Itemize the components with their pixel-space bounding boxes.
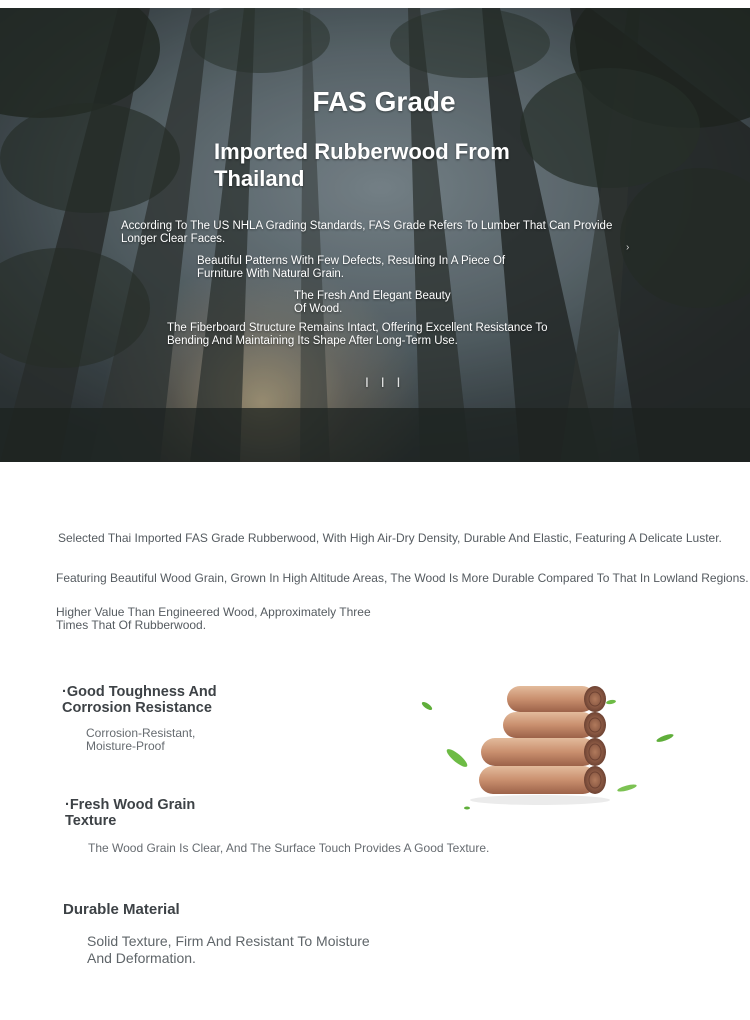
feature-title-durable: Durable Material bbox=[63, 901, 180, 918]
intro-line-grain: Featuring Beautiful Wood Grain, Grown In High Altitude Areas, The Wood Is More Durable Compared To That In Lowland Regions. bbox=[56, 571, 749, 585]
feature-desc-durable: Solid Texture, Firm And Resistant To Moisture And Deformation. bbox=[87, 933, 370, 966]
chevron-right-icon: › bbox=[626, 242, 630, 253]
hero-paragraph-patterns: Beautiful Patterns With Few Defects, Resulting In A Piece Of Furniture With Natural Grain. bbox=[197, 255, 506, 280]
wood-logs-image bbox=[415, 676, 685, 826]
hero-subtitle: Imported Rubberwood From Thailand bbox=[214, 139, 510, 191]
leaf-icon bbox=[606, 699, 617, 705]
log-top bbox=[507, 686, 606, 712]
hero-paragraph-structure: The Fiberboard Structure Remains Intact, Offering Excellent Resistance To Bending And Maintaining Its Shape After Long-Term Use. bbox=[167, 322, 548, 347]
leaf-icon bbox=[617, 783, 638, 793]
log-third bbox=[481, 738, 606, 766]
hero-paragraph-beauty: The Fresh And Elegant Beauty Of Wood. bbox=[294, 290, 451, 315]
leaf-icon bbox=[656, 733, 675, 744]
feature-title-toughness: ·Good Toughness And Corrosion Resistance bbox=[62, 684, 217, 716]
feature-title-grain: ·Fresh Wood Grain Texture bbox=[65, 797, 196, 829]
leaf-icon bbox=[464, 807, 470, 810]
intro-line-value: Higher Value Than Engineered Wood, Approximately Three Times That Of Rubberwood. bbox=[56, 605, 371, 632]
leaf-icon bbox=[444, 747, 469, 770]
hero-title: FAS Grade bbox=[312, 86, 456, 117]
log-bottom bbox=[479, 766, 606, 794]
leaf-icon bbox=[421, 701, 434, 712]
hero-paragraph-grading: According To The US NHLA Grading Standards, FAS Grade Refers To Lumber That Can Provide Longer Clear Faces. bbox=[121, 220, 613, 245]
feature-desc-toughness: Corrosion-Resistant, Moisture-Proof bbox=[86, 726, 196, 753]
scroll-indicator-icon: I I I bbox=[365, 374, 405, 390]
intro-line-density: Selected Thai Imported FAS Grade Rubberwood, With High Air-Dry Density, Durable And Elastic, Featuring A Delicate Luster. bbox=[58, 531, 722, 545]
hero-banner bbox=[0, 8, 750, 462]
log-second bbox=[503, 712, 606, 738]
feature-desc-grain: The Wood Grain Is Clear, And The Surface Touch Provides A Good Texture. bbox=[88, 841, 490, 855]
